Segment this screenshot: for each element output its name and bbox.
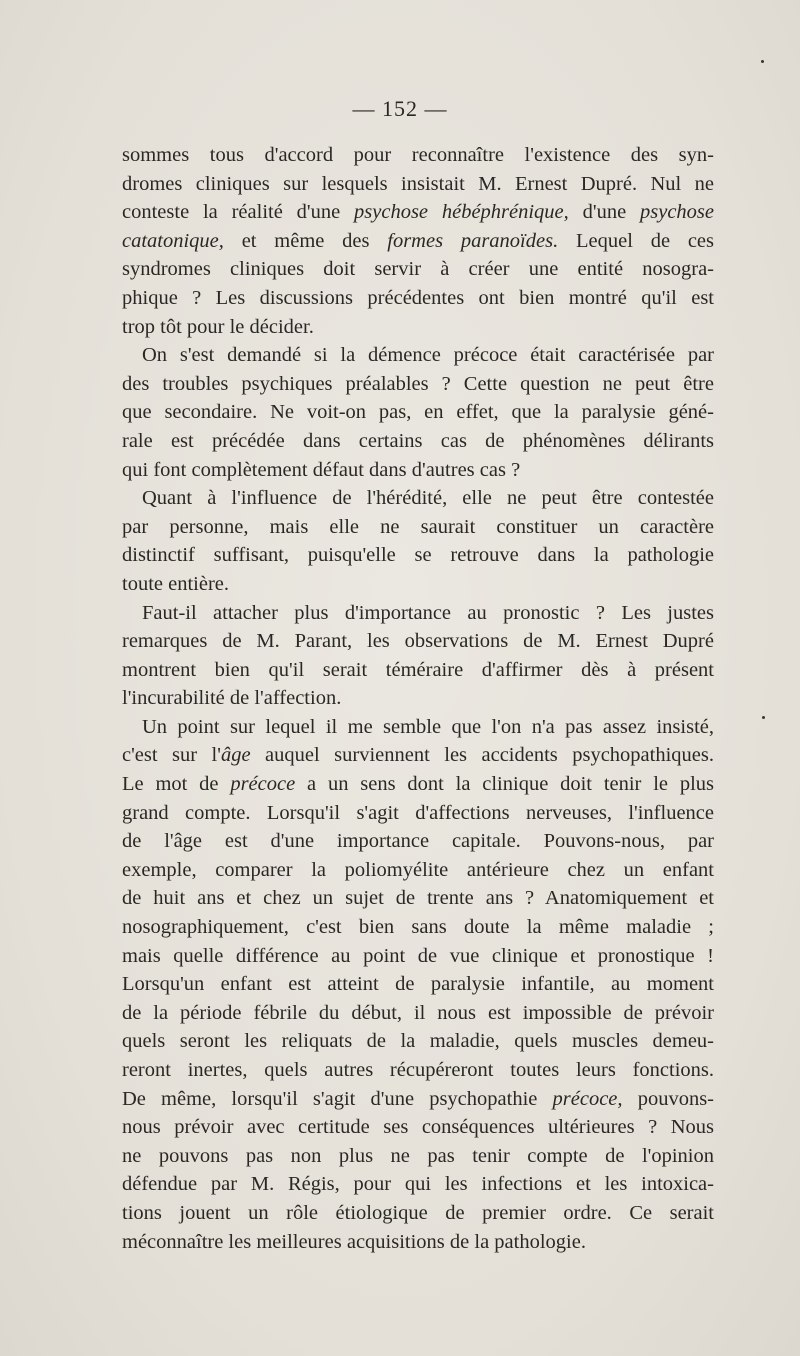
text-segment: De même, lorsqu'il s'agit d'une psychopathie bbox=[122, 1087, 553, 1110]
text-line bbox=[122, 999, 714, 1028]
text-segment: sommes tous d'accord pour reconnaître l'existence des syn- bbox=[122, 144, 714, 166]
text-line bbox=[122, 570, 714, 599]
text-segment: défendue par M. Régis, pour qui les infections et les intoxica- bbox=[122, 1173, 714, 1196]
text-segment: phique ? Les discussions précédentes ont bien montré qu'il est bbox=[122, 286, 714, 309]
text-segment: distinctif suffisant, puisqu'elle se retrouve dans la pathologie bbox=[122, 544, 714, 567]
text-line bbox=[122, 1199, 714, 1228]
text-segment: rale est précédée dans certains cas de phénomènes délirants bbox=[122, 429, 714, 452]
paper-speck bbox=[762, 716, 765, 719]
text-segment: remarques de M. Parant, les observations de M. Ernest Dupré bbox=[122, 630, 714, 653]
text-segment: mais quelle différence au point de vue clinique et pronostique ! bbox=[122, 944, 714, 967]
italic-text: formes paranoïdes. bbox=[387, 229, 559, 252]
text-segment: pouvons- bbox=[622, 1087, 714, 1110]
text-segment: l'incurabilité de l'affection. bbox=[122, 687, 342, 710]
text-line bbox=[122, 170, 714, 199]
text-line bbox=[122, 541, 714, 570]
text-segment: et même des bbox=[223, 229, 388, 252]
text-line bbox=[122, 370, 714, 399]
text-line bbox=[122, 856, 714, 885]
text-segment: tions jouent un rôle étiologique de premier ordre. Ce serait bbox=[122, 1201, 714, 1224]
text-segment: de l'âge est d'une importance capitale. Pouvons-nous, par bbox=[122, 830, 714, 853]
text-line bbox=[122, 627, 714, 656]
text-segment: dromes cliniques sur lesquels insistait M. Ernest Dupré. Nul ne bbox=[122, 172, 714, 195]
text-segment: Lequel de ces bbox=[558, 229, 714, 252]
text-segment: quels seront les reliquats de la maladie, quels muscles demeu- bbox=[122, 1030, 714, 1053]
text-line bbox=[122, 284, 714, 313]
text-line bbox=[122, 398, 714, 427]
page-number: — 152 — bbox=[352, 96, 448, 121]
text-line bbox=[122, 427, 714, 456]
text-segment: toute entière. bbox=[122, 572, 230, 595]
text-segment: grand compte. Lorsqu'il s'agit d'affections nerveuses, l'influence bbox=[122, 801, 714, 824]
text-line bbox=[122, 198, 714, 227]
text-line bbox=[122, 1142, 714, 1171]
text-segment: Le mot de bbox=[122, 773, 231, 796]
text-line bbox=[122, 599, 714, 628]
text-line bbox=[122, 913, 714, 942]
text-segment: de la période fébrile du début, il nous est impossible de prévoir bbox=[122, 1001, 714, 1024]
text-segment: Lorsqu'un enfant est atteint de paralysie infantile, au moment bbox=[122, 973, 714, 996]
text-segment: méconnaître les meilleures acquisitions de la pathologie. bbox=[122, 1230, 586, 1253]
text-line bbox=[122, 255, 714, 284]
text-segment: montrent bien qu'il serait téméraire d'affirmer dès à présent bbox=[122, 658, 714, 681]
paper-speck bbox=[761, 60, 764, 63]
text-segment: a un sens dont la clinique doit tenir le plus bbox=[295, 773, 714, 796]
text-segment: exemple, comparer la poliomyélite antérieure chez un enfant bbox=[122, 858, 714, 881]
text-line bbox=[122, 713, 714, 742]
italic-text: précoce, bbox=[552, 1087, 623, 1110]
text-segment: des troubles psychiques préalables ? Cette question ne peut être bbox=[122, 372, 714, 395]
text-line bbox=[122, 484, 714, 513]
text-line bbox=[122, 313, 714, 342]
text-line bbox=[122, 684, 714, 713]
text-line bbox=[122, 1027, 714, 1056]
text-segment: Quant à l'influence de l'hérédité, elle ne peut être contestée bbox=[142, 487, 714, 510]
text-line bbox=[122, 1170, 714, 1199]
text-segment: d'une bbox=[568, 201, 640, 224]
text-line bbox=[122, 884, 714, 913]
italic-text: psychose bbox=[640, 201, 715, 224]
text-segment: par personne, mais elle ne saurait constituer un caractère bbox=[122, 515, 714, 538]
italic-text: psychose hébéphrénique, bbox=[354, 201, 569, 224]
text-line bbox=[122, 227, 714, 256]
text-segment: syndromes cliniques doit servir à créer une entité nosogra- bbox=[122, 258, 714, 281]
text-segment: nous prévoir avec certitude ses conséquences ultérieures ? Nous bbox=[122, 1116, 714, 1139]
italic-text: catatonique, bbox=[122, 229, 224, 252]
text-segment: Faut-il attacher plus d'importance au pronostic ? Les justes bbox=[142, 601, 714, 624]
text-line bbox=[122, 341, 714, 370]
text-segment: c'est sur l' bbox=[122, 744, 221, 767]
italic-text: âge bbox=[220, 744, 251, 767]
text-segment: reront inertes, quels autres récupéreront toutes leurs fonctions. bbox=[122, 1059, 714, 1081]
text-line bbox=[122, 770, 714, 799]
text-line bbox=[122, 141, 714, 170]
text-segment: que secondaire. Ne voit-on pas, en effet, que la paralysie géné- bbox=[122, 401, 714, 424]
text-segment: ne pouvons pas non plus ne pas tenir compte de l'opinion bbox=[122, 1144, 714, 1167]
text-segment: qui font complètement défaut dans d'autres cas ? bbox=[122, 458, 521, 481]
text-line bbox=[122, 513, 714, 542]
text-segment: On s'est demandé si la démence précoce était caractérisée par bbox=[142, 344, 714, 367]
text-line bbox=[122, 656, 714, 685]
italic-text: précoce bbox=[230, 773, 296, 796]
body-text bbox=[122, 141, 714, 1256]
text-line bbox=[122, 1113, 714, 1142]
text-line bbox=[122, 741, 714, 770]
text-line bbox=[122, 1056, 714, 1085]
text-segment: conteste la réalité d'une bbox=[122, 201, 355, 224]
text-segment: trop tôt pour le décider. bbox=[122, 315, 314, 338]
text-segment: Un point sur lequel il me semble que l'on n'a pas assez insisté, bbox=[142, 715, 714, 738]
text-line bbox=[122, 827, 714, 856]
text-line bbox=[122, 942, 714, 971]
text-line bbox=[122, 799, 714, 828]
text-line bbox=[122, 1228, 714, 1257]
text-line bbox=[122, 456, 714, 485]
text-segment: auquel surviennent les accidents psychopathiques. bbox=[250, 744, 714, 767]
text-line bbox=[122, 970, 714, 999]
text-line bbox=[122, 1085, 714, 1114]
text-segment: de huit ans et chez un sujet de trente ans ? Anatomiquement et bbox=[122, 887, 714, 910]
text-segment: nosographiquement, c'est bien sans doute la même maladie ; bbox=[122, 916, 714, 939]
